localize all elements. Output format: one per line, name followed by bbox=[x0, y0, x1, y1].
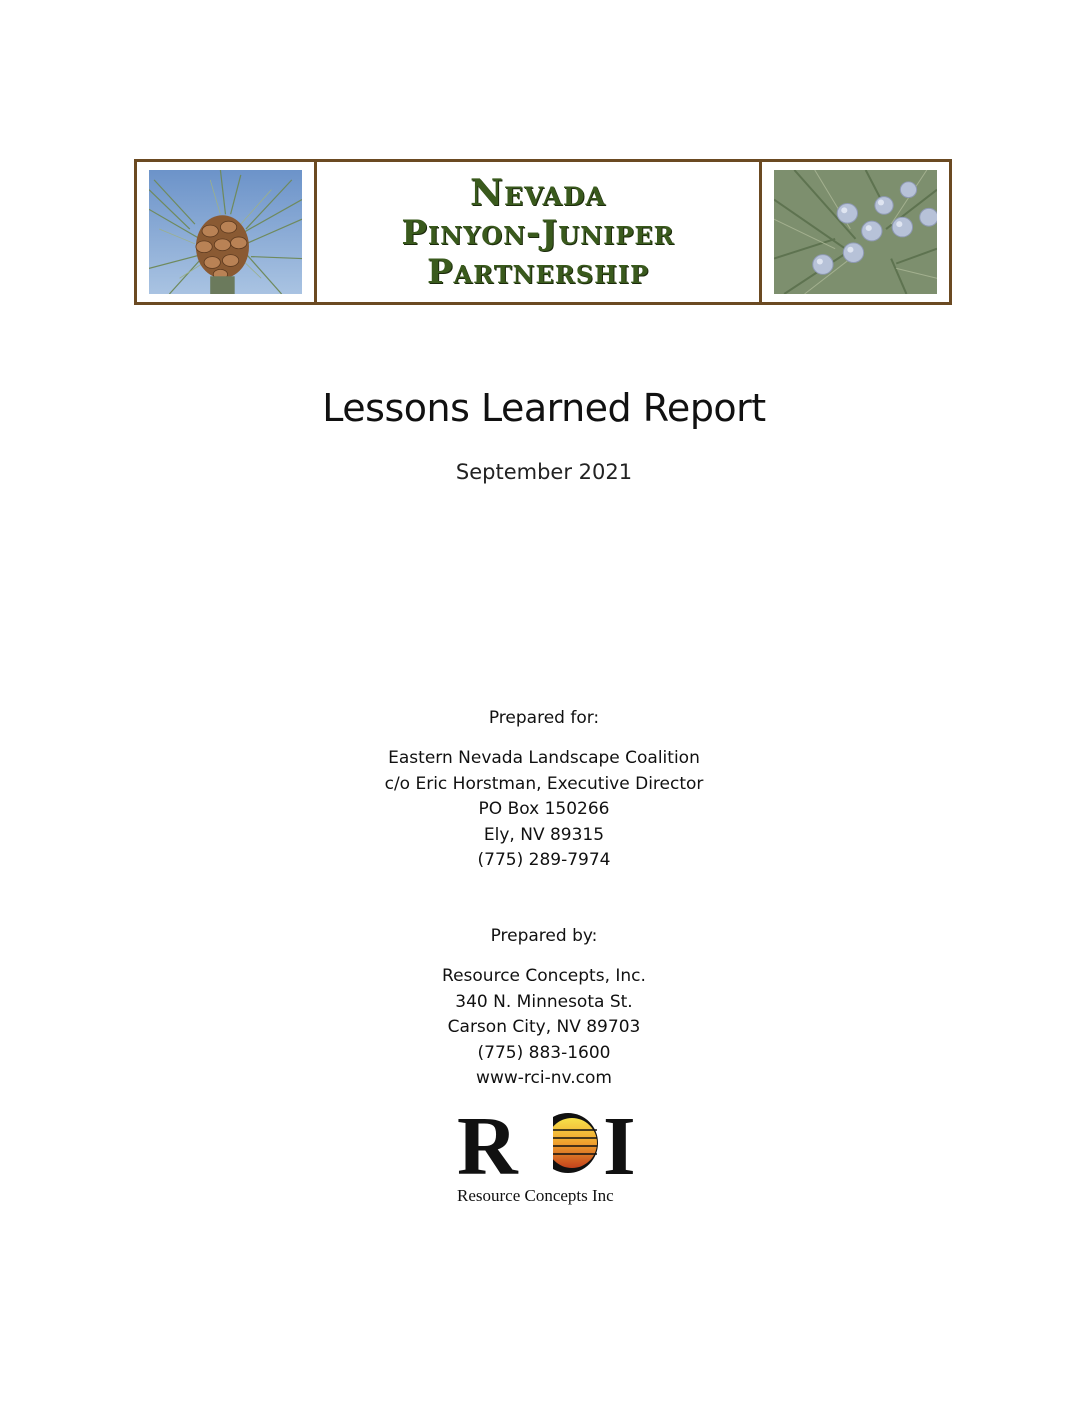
prepared-by-website: www-rci-nv.com bbox=[476, 1068, 612, 1088]
prepared-for-line: (775) 289-7974 bbox=[477, 850, 611, 870]
report-date: September 2021 bbox=[455, 460, 633, 484]
prepared-for-line: PO Box 150266 bbox=[478, 799, 610, 819]
prepared-by-line: Resource Concepts, Inc. bbox=[442, 966, 646, 986]
logo-sun-icon bbox=[547, 1118, 597, 1168]
logo-letter-i: I bbox=[603, 1100, 636, 1193]
prepared-for-heading: Prepared for: bbox=[488, 708, 600, 728]
title-line-nevada: Nevada bbox=[470, 171, 606, 214]
juniper-berries-photo bbox=[774, 170, 937, 294]
prepared-for-line: Eastern Nevada Landscape Coalition bbox=[388, 748, 700, 768]
prepared-by-line: Carson City, NV 89703 bbox=[447, 1017, 641, 1037]
logo-caption: Resource Concepts Inc bbox=[457, 1186, 614, 1205]
title-line-partnership: Partnership bbox=[426, 251, 650, 292]
partnership-title bbox=[317, 162, 762, 302]
logo-letter-r: R bbox=[457, 1100, 518, 1193]
banner-left-panel bbox=[137, 162, 317, 302]
report-title: Lessons Learned Report bbox=[322, 386, 766, 430]
prepared-for-line: Ely, NV 89315 bbox=[483, 824, 605, 845]
prepared-for-line: c/o Eric Horstman, Executive Director bbox=[384, 773, 704, 794]
header-banner bbox=[134, 159, 952, 305]
prepared-by-line: (775) 883-1600 bbox=[477, 1042, 611, 1063]
pinyon-pine-cone-photo bbox=[149, 170, 302, 294]
rci-logo bbox=[455, 1100, 655, 1210]
prepared-by-heading: Prepared by: bbox=[490, 926, 598, 946]
prepared-for-section bbox=[0, 708, 1088, 874]
title-line-pinyon-juniper: Pinyon-Juniper bbox=[401, 212, 675, 253]
prepared-by-section bbox=[0, 926, 1088, 1092]
prepared-by-line: 340 N. Minnesota St. bbox=[455, 991, 633, 1012]
banner-right-panel bbox=[762, 162, 949, 302]
